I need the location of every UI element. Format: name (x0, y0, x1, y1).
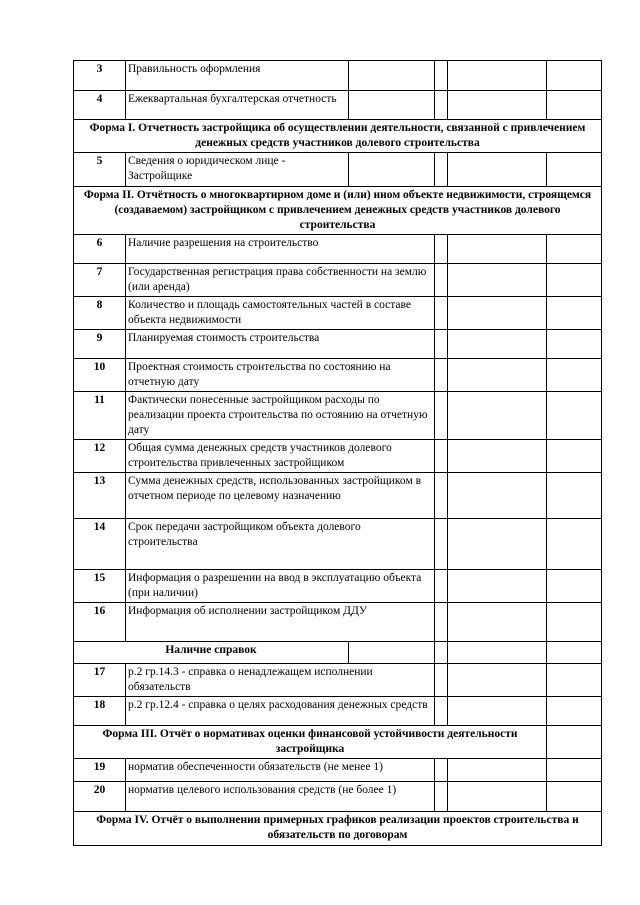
value-cell (448, 473, 547, 519)
value-cell (547, 519, 602, 570)
value-cell (349, 642, 435, 664)
value-cell (547, 642, 602, 664)
row-label: Количество и площадь самостоятельных частей в составе объекта недвижимости (126, 297, 435, 330)
row-number: 9 (74, 330, 126, 359)
row-number: 13 (74, 473, 126, 519)
value-cell (448, 359, 547, 392)
value-cell (547, 330, 602, 359)
value-cell (435, 603, 448, 642)
value-cell (435, 153, 448, 187)
row-label: Информация об исполнении застройщиком ДДУ (126, 603, 435, 642)
row-label: р.2 гр.12.4 - справка о целях расходования денежных средств (126, 697, 435, 726)
table-row (74, 519, 602, 570)
row-number: 12 (74, 440, 126, 473)
section-header: Наличие справок (74, 642, 349, 664)
value-cell (435, 330, 448, 359)
value-cell (547, 264, 602, 297)
value-cell (547, 359, 602, 392)
value-cell (547, 297, 602, 330)
row-label: Сумма денежных средств, использованных застройщиком в отчетном периоде по целевому назначению (126, 473, 435, 519)
value-cell (349, 91, 435, 120)
row-label: Правильность оформления (126, 61, 349, 91)
table-row (74, 91, 602, 120)
value-cell (547, 235, 602, 264)
section-header: Форма III. Отчёт о нормативах оценки финансовой устойчивости деятельности застройщика (74, 726, 547, 759)
table-row (74, 297, 602, 330)
section-header-row (74, 812, 602, 846)
value-cell (435, 697, 448, 726)
value-cell (435, 61, 448, 91)
section-header-row (74, 187, 602, 235)
table-row (74, 473, 602, 519)
value-cell (547, 153, 602, 187)
value-cell (547, 664, 602, 697)
section-header-row (74, 120, 602, 153)
value-cell (435, 759, 448, 782)
row-label: Сведения о юридическом лице - Застройщике (126, 153, 349, 187)
value-cell (448, 61, 547, 91)
row-label: Фактически понесенные застройщиком расходы по реализации проекта строительства по остоянию на отчетную дату (126, 392, 435, 440)
value-cell (547, 570, 602, 603)
value-cell (448, 153, 547, 187)
value-cell (435, 359, 448, 392)
value-cell (448, 330, 547, 359)
row-label: Общая сумма денежных средств участников долевого строительства привлеченных застройщиком (126, 440, 435, 473)
value-cell (547, 726, 602, 759)
value-cell (448, 782, 547, 812)
row-label: Проектная стоимость строительства по состоянию на отчетную дату (126, 359, 435, 392)
table-row (74, 264, 602, 297)
section-header: Форма I. Отчетность застройщика об осуществлении деятельности, связанной с привлечением денежных средств участников долевого строительства (74, 120, 602, 153)
value-cell (547, 603, 602, 642)
row-number: 10 (74, 359, 126, 392)
table-row (74, 153, 602, 187)
row-label: Наличие разрешения на строительство (126, 235, 435, 264)
value-cell (448, 664, 547, 697)
checklist-table (73, 60, 602, 846)
table-row (74, 664, 602, 697)
value-cell (435, 570, 448, 603)
row-label: норматив целевого использования средств (не более 1) (126, 782, 435, 812)
row-label: Срок передачи застройщиком объекта долевого строительства (126, 519, 435, 570)
table-row (74, 359, 602, 392)
value-cell (547, 473, 602, 519)
row-label: Государственная регистрация права собственности на землю (или аренда) (126, 264, 435, 297)
row-number: 5 (74, 153, 126, 187)
table-row (74, 440, 602, 473)
table-row (74, 697, 602, 726)
value-cell (448, 603, 547, 642)
row-number: 14 (74, 519, 126, 570)
value-cell (448, 570, 547, 603)
value-cell (435, 642, 448, 664)
row-number: 3 (74, 61, 126, 91)
row-label: Информация о разрешении на ввод в эксплуатацию объекта (при наличии) (126, 570, 435, 603)
value-cell (448, 519, 547, 570)
value-cell (448, 642, 547, 664)
row-label: норматив обеспеченности обязательств (не менее 1) (126, 759, 435, 782)
value-cell (435, 440, 448, 473)
value-cell (547, 61, 602, 91)
row-number: 11 (74, 392, 126, 440)
row-label: Планируемая стоимость строительства (126, 330, 435, 359)
row-number: 19 (74, 759, 126, 782)
value-cell (435, 519, 448, 570)
value-cell (435, 297, 448, 330)
value-cell (448, 392, 547, 440)
value-cell (448, 759, 547, 782)
row-label: р.2 гр.14.3 - справка о ненадлежащем исполнении обязательств (126, 664, 435, 697)
row-number: 4 (74, 91, 126, 120)
value-cell (448, 697, 547, 726)
row-label: Ежеквартальная бухгалтерская отчетность (126, 91, 349, 120)
value-cell (435, 392, 448, 440)
value-cell (349, 153, 435, 187)
row-number: 7 (74, 264, 126, 297)
table-row (74, 330, 602, 359)
value-cell (435, 91, 448, 120)
value-cell (435, 473, 448, 519)
value-cell (435, 664, 448, 697)
row-number: 15 (74, 570, 126, 603)
table-row (74, 782, 602, 812)
value-cell (435, 264, 448, 297)
value-cell (547, 782, 602, 812)
value-cell (435, 235, 448, 264)
table-row (74, 235, 602, 264)
value-cell (547, 759, 602, 782)
section-header: Форма IV. Отчёт о выполнении примерных графиков реализации проектов строительства и обязательств по договорам (74, 812, 602, 846)
value-cell (435, 782, 448, 812)
value-cell (448, 297, 547, 330)
table-row (74, 570, 602, 603)
value-cell (448, 440, 547, 473)
value-cell (547, 697, 602, 726)
row-number: 20 (74, 782, 126, 812)
row-number: 18 (74, 697, 126, 726)
section-header: Форма II. Отчётность о многоквартирном доме и (или) ином объекте недвижимости, строящемся (создаваемом) застройщиком с привлечением денежных средств участников долевого строительства (74, 187, 602, 235)
value-cell (448, 91, 547, 120)
table-row (74, 603, 602, 642)
section-header-row (74, 642, 602, 664)
table-row (74, 759, 602, 782)
row-number: 16 (74, 603, 126, 642)
row-number: 8 (74, 297, 126, 330)
value-cell (349, 61, 435, 91)
row-number: 6 (74, 235, 126, 264)
row-number: 17 (74, 664, 126, 697)
value-cell (448, 264, 547, 297)
value-cell (547, 440, 602, 473)
table-row (74, 61, 602, 91)
value-cell (547, 91, 602, 120)
table-row (74, 392, 602, 440)
value-cell (448, 235, 547, 264)
value-cell (547, 392, 602, 440)
section-header-row (74, 726, 602, 759)
